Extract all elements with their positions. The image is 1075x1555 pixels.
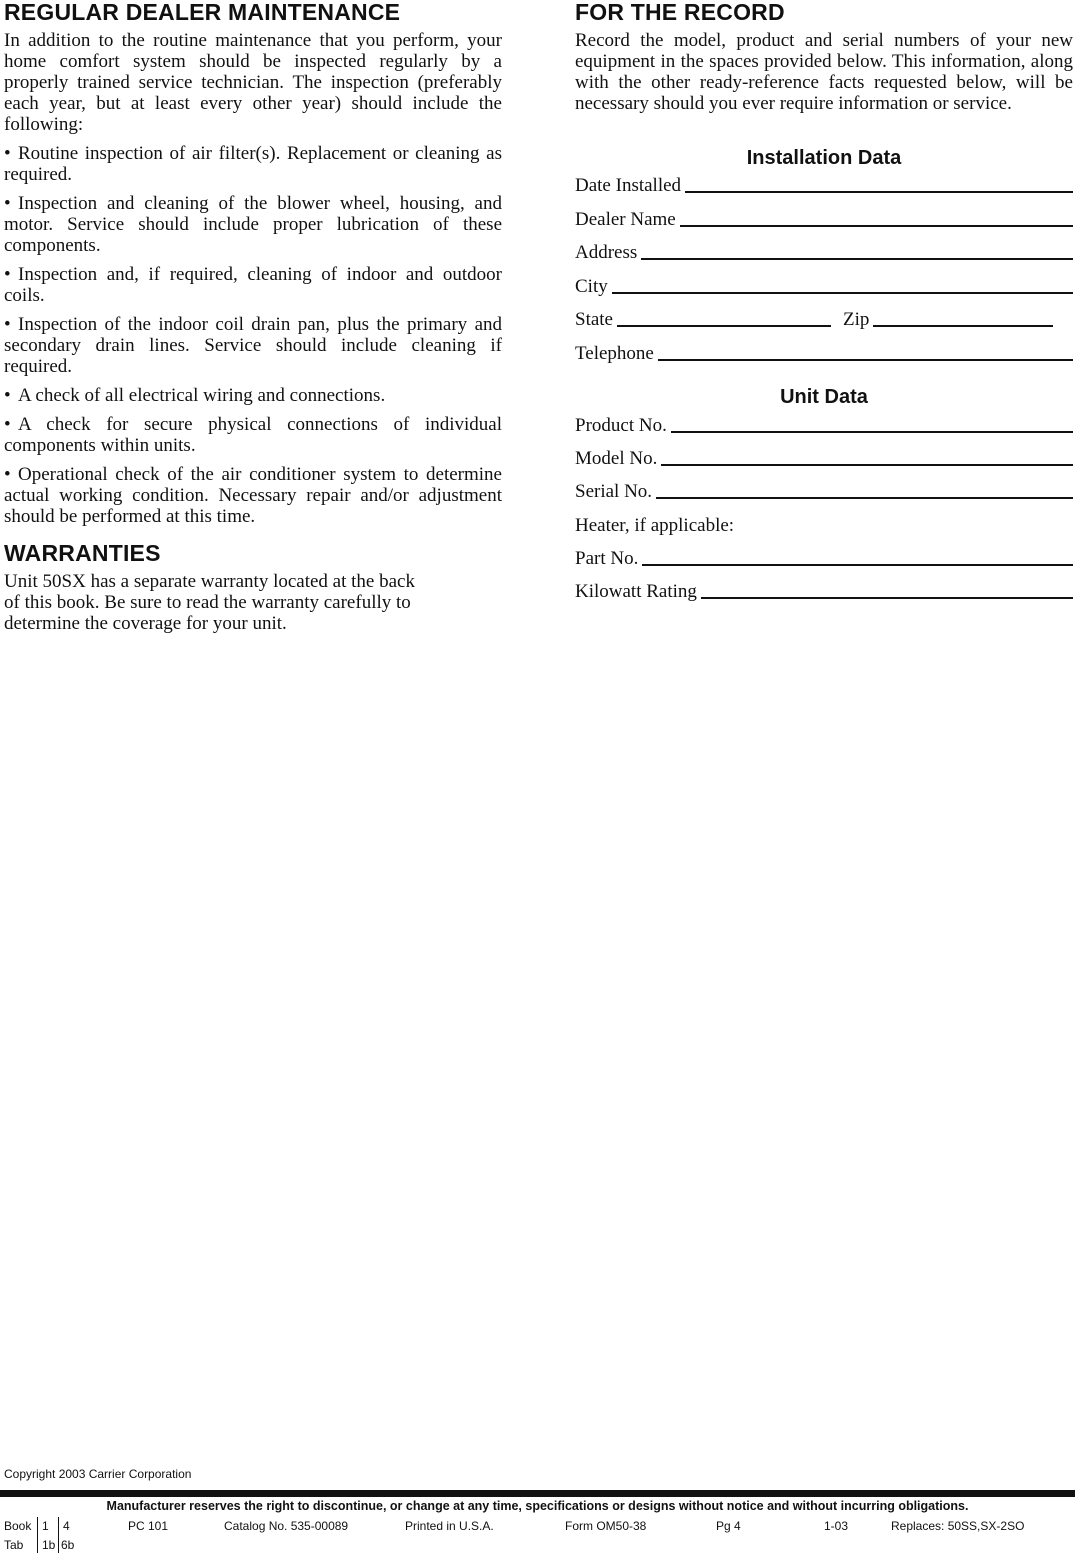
footer-divider — [0, 1490, 1075, 1497]
book-value-1: 1 — [42, 1519, 49, 1533]
field-label: Telephone — [575, 343, 654, 364]
replaces: Replaces: 50SS,SX-2SO — [891, 1519, 1025, 1533]
book-label: Book — [4, 1519, 32, 1533]
warranties-text: Unit 50SX has a separate warranty located at the back of this book. Be sure to read the warranty carefully to determine the coverage for your unit. — [4, 571, 415, 634]
field-label: Date Installed — [575, 175, 682, 196]
record-heading: FOR THE RECORD — [575, 0, 785, 25]
heater-label-row — [575, 512, 1073, 536]
field-label: Part No. — [575, 548, 639, 569]
catalog-number: Catalog No. 535-00089 — [224, 1519, 349, 1533]
field-label: State — [575, 309, 613, 330]
bullet-icon: • — [4, 464, 11, 485]
fill-in-line[interactable] — [656, 497, 1073, 499]
record-section — [575, 0, 1073, 620]
warranties-heading: WARRANTIES — [4, 540, 161, 566]
field-label: Serial No. — [575, 481, 653, 502]
maintenance-section — [4, 0, 502, 634]
list-item: • A check of all electrical wiring and connections. — [4, 385, 386, 406]
address-field[interactable] — [575, 239, 1073, 263]
telephone-field[interactable] — [575, 340, 1073, 364]
fill-in-line[interactable] — [658, 359, 1073, 361]
maintenance-heading: REGULAR DEALER MAINTENANCE — [4, 0, 401, 25]
tab-value-2: 6b — [61, 1538, 75, 1552]
maintenance-bullet-list — [4, 143, 502, 527]
bullet-icon: • — [4, 414, 11, 435]
tab-value-1: 1b — [42, 1538, 56, 1552]
book-value-2: 4 — [63, 1519, 70, 1533]
list-item: • Inspection and cleaning of the blower wheel, housing, and motor. Service should include proper lubrication of these components. — [4, 193, 502, 256]
state-zip-field[interactable] — [575, 306, 1073, 330]
bullet-icon: • — [4, 143, 11, 164]
part-no-field[interactable] — [575, 545, 1073, 569]
field-label: Product No. — [575, 415, 667, 436]
list-item: • Operational check of the air conditioner system to determine actual working condition. Necessary repair and/or adjustment should be performed at this time. — [4, 464, 502, 527]
maintenance-intro: In addition to the routine maintenance that you perform, your home comfort system should be inspected regularly by a properly trained service technician. The inspection (preferably each year, but at least every other year) should include the following: — [4, 30, 502, 135]
footer-divider-bar — [37, 1517, 38, 1553]
bullet-icon: • — [4, 385, 11, 406]
footer-disclaimer: Manufacturer reserves the right to discontinue, or change at any time, specifications or designs without notice and without incurring obligations. — [106, 1499, 969, 1513]
state-fill-in-line[interactable] — [617, 325, 831, 327]
fill-in-line[interactable] — [661, 464, 1073, 466]
fill-in-line[interactable] — [612, 292, 1073, 294]
copyright-notice: Copyright 2003 Carrier Corporation — [4, 1467, 192, 1481]
print-date: 1-03 — [824, 1519, 849, 1533]
date-installed-field[interactable] — [575, 172, 1073, 196]
fill-in-line[interactable] — [641, 258, 1073, 260]
page-number: Pg 4 — [716, 1519, 741, 1533]
field-label: Address — [575, 242, 638, 263]
bullet-icon: • — [4, 264, 11, 285]
record-intro: Record the model, product and serial numbers of your new equipment in the spaces provided below. This information, along with the other ready-reference facts requested below, will be necessary should you ever require information or service. — [575, 30, 1073, 114]
model-no-field[interactable] — [575, 445, 1073, 469]
field-label: City — [575, 276, 608, 297]
form-number: Form OM50-38 — [565, 1519, 647, 1533]
fill-in-line[interactable] — [701, 597, 1073, 599]
zip-fill-in-line[interactable] — [873, 325, 1053, 327]
fill-in-line[interactable] — [680, 225, 1073, 227]
footer-divider-bar — [58, 1517, 59, 1553]
serial-no-field[interactable] — [575, 478, 1073, 502]
fill-in-line[interactable] — [671, 431, 1073, 433]
field-label: Dealer Name — [575, 209, 676, 230]
printed-in: Printed in U.S.A. — [405, 1519, 494, 1533]
bullet-icon: • — [4, 314, 11, 335]
bullet-icon: • — [4, 193, 11, 214]
list-item: • A check for secure physical connections of individual components within units. — [4, 414, 502, 456]
pc-number: PC 101 — [128, 1519, 169, 1533]
field-label: Kilowatt Rating — [575, 581, 697, 602]
dealer-name-field[interactable] — [575, 206, 1073, 230]
field-label: Zip — [843, 309, 870, 330]
installation-data-heading: Installation Data — [746, 147, 902, 169]
city-field[interactable] — [575, 273, 1073, 297]
fill-in-line[interactable] — [642, 564, 1073, 566]
kilowatt-rating-field[interactable] — [575, 578, 1073, 602]
list-item: • Inspection and, if required, cleaning of indoor and outdoor coils. — [4, 264, 502, 306]
field-label: Model No. — [575, 448, 658, 469]
fill-in-line[interactable] — [685, 191, 1073, 193]
unit-data-heading: Unit Data — [780, 386, 868, 408]
list-item: • Routine inspection of air filter(s). Replacement or cleaning as required. — [4, 143, 502, 185]
list-item: • Inspection of the indoor coil drain pan, plus the primary and secondary drain lines. Service should include cleaning if required. — [4, 314, 502, 377]
field-label: Heater, if applicable: — [575, 515, 735, 536]
product-no-field[interactable] — [575, 412, 1073, 436]
tab-label: Tab — [4, 1538, 24, 1552]
